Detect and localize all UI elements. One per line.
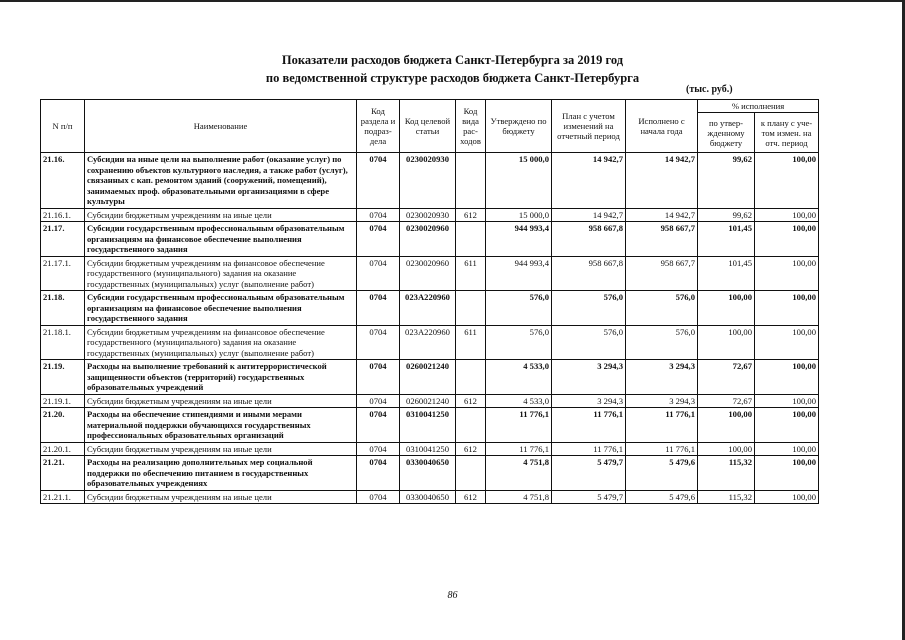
row-plan: 958 667,8 <box>552 256 626 291</box>
row-target-code: 0330040650 <box>400 456 456 491</box>
header-num: N п/п <box>41 100 85 153</box>
row-executed: 11 776,1 <box>626 408 698 443</box>
row-executed: 3 294,3 <box>626 394 698 408</box>
row-section-code: 0704 <box>357 408 400 443</box>
page-edge-top <box>0 0 905 12</box>
row-pct-approved: 72,67 <box>698 394 755 408</box>
row-pct-plan: 100,00 <box>755 291 819 326</box>
row-plan: 5 479,7 <box>552 456 626 491</box>
table-row <box>41 222 819 257</box>
row-num: 21.20. <box>41 408 85 443</box>
row-num: 21.18. <box>41 291 85 326</box>
table-row <box>41 490 819 504</box>
row-name: Субсидии бюджетным учреждениям на иные цели <box>85 394 357 408</box>
row-section-code: 0704 <box>357 442 400 456</box>
row-plan: 11 776,1 <box>552 408 626 443</box>
header-pct-approved: по утвер-жденному бюджету <box>698 113 755 153</box>
header-name: Наименование <box>85 100 357 153</box>
row-type-code: 612 <box>456 442 486 456</box>
row-num: 21.19.1. <box>41 394 85 408</box>
row-plan: 5 479,7 <box>552 490 626 504</box>
row-pct-approved: 99,62 <box>698 153 755 209</box>
row-pct-approved: 101,45 <box>698 222 755 257</box>
row-approved: 576,0 <box>486 291 552 326</box>
row-target-code: 0310041250 <box>400 408 456 443</box>
row-section-code: 0704 <box>357 490 400 504</box>
document-subtitle: по ведомственной структуре расходов бюджета Санкт-Петербурга <box>265 71 640 85</box>
document-title: Показатели расходов бюджета Санкт-Петербурга за 2019 год <box>281 53 624 67</box>
row-approved: 11 776,1 <box>486 442 552 456</box>
header-pct-plan: к плану с уче-том измен. на отч. период <box>755 113 819 153</box>
row-name: Расходы на выполнение требований к антитеррористической защищенности объектов (территорий) государственных образовательных учреждений <box>85 360 357 395</box>
row-plan: 11 776,1 <box>552 442 626 456</box>
row-plan: 576,0 <box>552 325 626 360</box>
row-executed: 958 667,7 <box>626 222 698 257</box>
row-name: Субсидии на иные цели на выполнение работ (оказание услуг) по сохранению объектов культурного наследия, а также работ (услуг), связанных с кап. ремонтом зданий (сооружений, помещений), занимаемых проф. образовательными организациями в сфере культуры <box>85 153 357 209</box>
row-name: Расходы на реализацию дополнительных мер социальной поддержки по обеспечению питанием в государственных образовательных учреждениях <box>85 456 357 491</box>
row-pct-approved: 99,62 <box>698 208 755 222</box>
header-approved: Утверждено по бюджету <box>486 100 552 153</box>
row-pct-plan: 100,00 <box>755 325 819 360</box>
row-plan: 576,0 <box>552 291 626 326</box>
row-type-code: 612 <box>456 490 486 504</box>
row-target-code: 0230020960 <box>400 222 456 257</box>
table-row <box>41 291 819 326</box>
row-type-code <box>456 291 486 326</box>
row-type-code: 612 <box>456 208 486 222</box>
row-executed: 5 479,6 <box>626 490 698 504</box>
row-plan: 958 667,8 <box>552 222 626 257</box>
row-name: Субсидии бюджетным учреждениям на иные цели <box>85 490 357 504</box>
row-section-code: 0704 <box>357 222 400 257</box>
row-target-code: 0330040650 <box>400 490 456 504</box>
row-approved: 11 776,1 <box>486 408 552 443</box>
row-plan: 14 942,7 <box>552 153 626 209</box>
row-name: Субсидии бюджетным учреждениям на иные цели <box>85 208 357 222</box>
row-pct-approved: 100,00 <box>698 291 755 326</box>
row-name: Субсидии бюджетным учреждениям на иные цели <box>85 442 357 456</box>
row-executed: 11 776,1 <box>626 442 698 456</box>
table-row <box>41 456 819 491</box>
row-pct-plan: 100,00 <box>755 456 819 491</box>
row-approved: 4 751,8 <box>486 490 552 504</box>
row-executed: 5 479,6 <box>626 456 698 491</box>
row-approved: 944 993,4 <box>486 222 552 257</box>
row-approved: 576,0 <box>486 325 552 360</box>
row-section-code: 0704 <box>357 208 400 222</box>
row-target-code: 0230020930 <box>400 153 456 209</box>
row-pct-plan: 100,00 <box>755 360 819 395</box>
row-name: Субсидии государственным профессиональным образовательным организациям на финансовое обеспечение выполнения государственного задания <box>85 222 357 257</box>
row-name: Субсидии бюджетным учреждениям на финансовое обеспечение государственного (муниципального) задания на оказание государственных (муниципальных) услуг (выполнение работ) <box>85 325 357 360</box>
row-pct-approved: 100,00 <box>698 408 755 443</box>
row-num: 21.20.1. <box>41 442 85 456</box>
row-num: 21.21. <box>41 456 85 491</box>
row-executed: 576,0 <box>626 291 698 326</box>
row-target-code: 0260021240 <box>400 360 456 395</box>
row-type-code <box>456 456 486 491</box>
row-num: 21.18.1. <box>41 325 85 360</box>
row-approved: 4 533,0 <box>486 394 552 408</box>
row-pct-approved: 115,32 <box>698 490 755 504</box>
table-row <box>41 442 819 456</box>
row-pct-plan: 100,00 <box>755 208 819 222</box>
table-row <box>41 325 819 360</box>
table-row <box>41 153 819 209</box>
row-plan: 3 294,3 <box>552 360 626 395</box>
table-body <box>41 153 819 504</box>
row-section-code: 0704 <box>357 153 400 209</box>
row-executed: 14 942,7 <box>626 208 698 222</box>
row-section-code: 0704 <box>357 394 400 408</box>
row-target-code: 0230020960 <box>400 256 456 291</box>
row-pct-approved: 72,67 <box>698 360 755 395</box>
row-target-code: 023А220960 <box>400 291 456 326</box>
header-section: Код раздела и подраз-дела <box>357 100 400 153</box>
row-approved: 944 993,4 <box>486 256 552 291</box>
row-num: 21.21.1. <box>41 490 85 504</box>
row-pct-approved: 101,45 <box>698 256 755 291</box>
row-section-code: 0704 <box>357 325 400 360</box>
table-row <box>41 408 819 443</box>
row-section-code: 0704 <box>357 256 400 291</box>
units-label: (тыс. руб.) <box>686 84 733 95</box>
page-number: 86 <box>447 590 458 601</box>
header-executed: Исполнено с начала года <box>626 100 698 153</box>
row-pct-plan: 100,00 <box>755 394 819 408</box>
row-pct-plan: 100,00 <box>755 490 819 504</box>
row-type-code: 611 <box>456 256 486 291</box>
header-percent-group: % исполнения <box>698 100 819 113</box>
row-approved: 4 533,0 <box>486 360 552 395</box>
header-type: Код вида рас-ходов <box>456 100 486 153</box>
table-row <box>41 360 819 395</box>
table-row <box>41 208 819 222</box>
row-pct-plan: 100,00 <box>755 408 819 443</box>
row-type-code: 611 <box>456 325 486 360</box>
header-target: Код целевой статьи <box>400 100 456 153</box>
row-executed: 3 294,3 <box>626 360 698 395</box>
row-name: Расходы на обеспечение стипендиями и иными мерами материальной поддержки обучающихся государственных профессиональных образовательных организаций <box>85 408 357 443</box>
row-pct-plan: 100,00 <box>755 222 819 257</box>
table-row <box>41 256 819 291</box>
row-target-code: 0260021240 <box>400 394 456 408</box>
budget-table <box>40 99 819 504</box>
row-type-code: 612 <box>456 394 486 408</box>
row-type-code <box>456 222 486 257</box>
row-executed: 14 942,7 <box>626 153 698 209</box>
row-pct-plan: 100,00 <box>755 256 819 291</box>
row-num: 21.16. <box>41 153 85 209</box>
row-type-code <box>456 360 486 395</box>
row-pct-plan: 100,00 <box>755 442 819 456</box>
row-approved: 4 751,8 <box>486 456 552 491</box>
row-section-code: 0704 <box>357 360 400 395</box>
row-pct-approved: 100,00 <box>698 325 755 360</box>
row-name: Субсидии государственным профессиональным образовательным организациям на финансовое обеспечение выполнения государственного задания <box>85 291 357 326</box>
row-num: 21.17.1. <box>41 256 85 291</box>
row-approved: 15 000,0 <box>486 153 552 209</box>
row-target-code: 0230020930 <box>400 208 456 222</box>
row-plan: 3 294,3 <box>552 394 626 408</box>
row-pct-approved: 100,00 <box>698 442 755 456</box>
row-type-code <box>456 153 486 209</box>
header-plan: План с учетом изменений на отчетный период <box>552 100 626 153</box>
row-section-code: 0704 <box>357 456 400 491</box>
row-num: 21.19. <box>41 360 85 395</box>
row-pct-plan: 100,00 <box>755 153 819 209</box>
row-name: Субсидии бюджетным учреждениям на финансовое обеспечение государственного (муниципального) задания на оказание государственных (муниципальных) услуг (выполнение работ) <box>85 256 357 291</box>
row-executed: 958 667,7 <box>626 256 698 291</box>
table-row <box>41 394 819 408</box>
row-num: 21.16.1. <box>41 208 85 222</box>
header-row-1 <box>41 100 819 113</box>
row-pct-approved: 115,32 <box>698 456 755 491</box>
row-plan: 14 942,7 <box>552 208 626 222</box>
row-section-code: 0704 <box>357 291 400 326</box>
row-approved: 15 000,0 <box>486 208 552 222</box>
row-type-code <box>456 408 486 443</box>
row-executed: 576,0 <box>626 325 698 360</box>
row-target-code: 0310041250 <box>400 442 456 456</box>
row-target-code: 023А220960 <box>400 325 456 360</box>
row-num: 21.17. <box>41 222 85 257</box>
